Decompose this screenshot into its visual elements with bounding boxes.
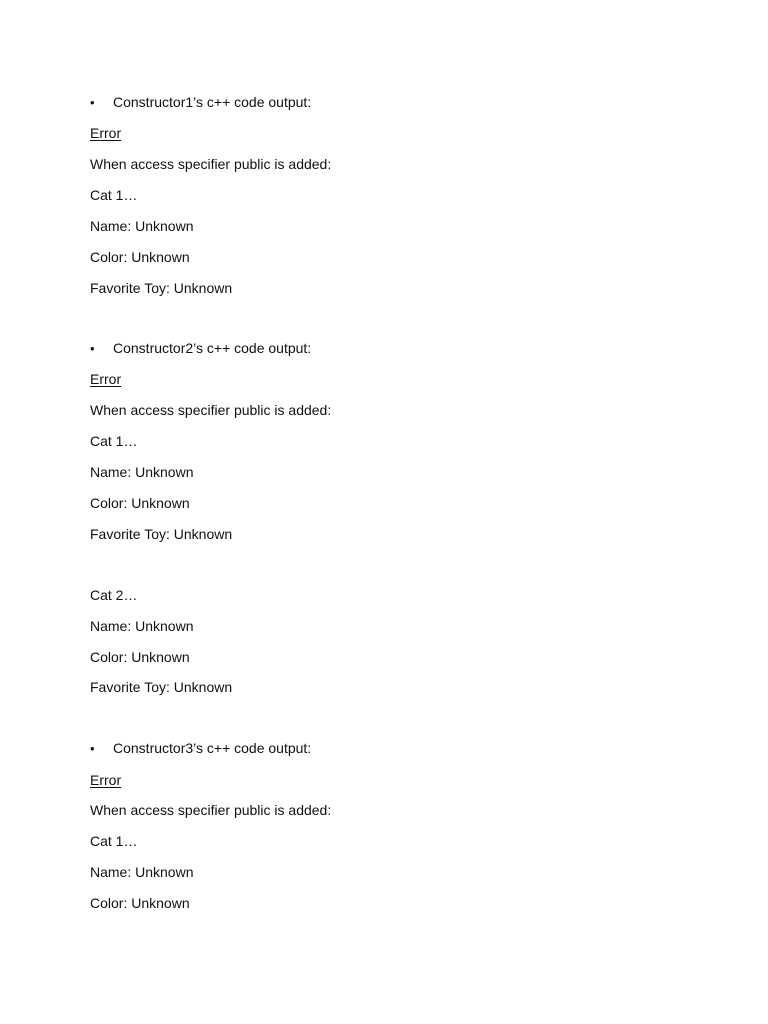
section-3-cat1-color: Color: Unknown	[90, 895, 190, 911]
section-1-heading-text: Constructor1’s c++ code output:	[113, 94, 312, 110]
section-1-heading	[90, 93, 311, 112]
section-3-heading-text: Constructor3’s c++ code output:	[113, 740, 312, 756]
section-2-cat2-title: Cat 2…	[90, 587, 138, 603]
section-1-cat1-name: Name: Unknown	[90, 218, 194, 234]
section-3-cat1-title: Cat 1…	[90, 833, 138, 849]
section-1-error: Error	[90, 125, 122, 141]
section-3-access-note: When access specifier public is added:	[90, 802, 332, 818]
section-2-cat2-name: Name: Unknown	[90, 618, 194, 634]
section-1-access-note: When access specifier public is added:	[90, 156, 332, 172]
bullet-icon: •	[90, 95, 95, 110]
section-3-error: Error	[90, 772, 122, 788]
section-2-cat1-color: Color: Unknown	[90, 495, 190, 511]
section-2-cat2-toy: Favorite Toy: Unknown	[90, 679, 233, 695]
section-2-cat1-toy: Favorite Toy: Unknown	[90, 526, 233, 542]
section-1-cat1-color: Color: Unknown	[90, 249, 190, 265]
section-2-access-note: When access specifier public is added:	[90, 402, 332, 418]
section-1-cat1-title: Cat 1…	[90, 187, 138, 203]
section-2-cat1-name: Name: Unknown	[90, 464, 194, 480]
bullet-icon: •	[90, 741, 95, 756]
section-3-heading	[90, 739, 311, 758]
bullet-icon: •	[90, 341, 95, 356]
section-2-cat2-color: Color: Unknown	[90, 649, 190, 665]
section-2-heading	[90, 339, 311, 358]
section-1-cat1-toy: Favorite Toy: Unknown	[90, 280, 233, 296]
section-2-cat1-title: Cat 1…	[90, 433, 138, 449]
section-3-cat1-name: Name: Unknown	[90, 864, 194, 880]
section-2-heading-text: Constructor2’s c++ code output:	[113, 340, 312, 356]
section-2-error: Error	[90, 371, 122, 387]
